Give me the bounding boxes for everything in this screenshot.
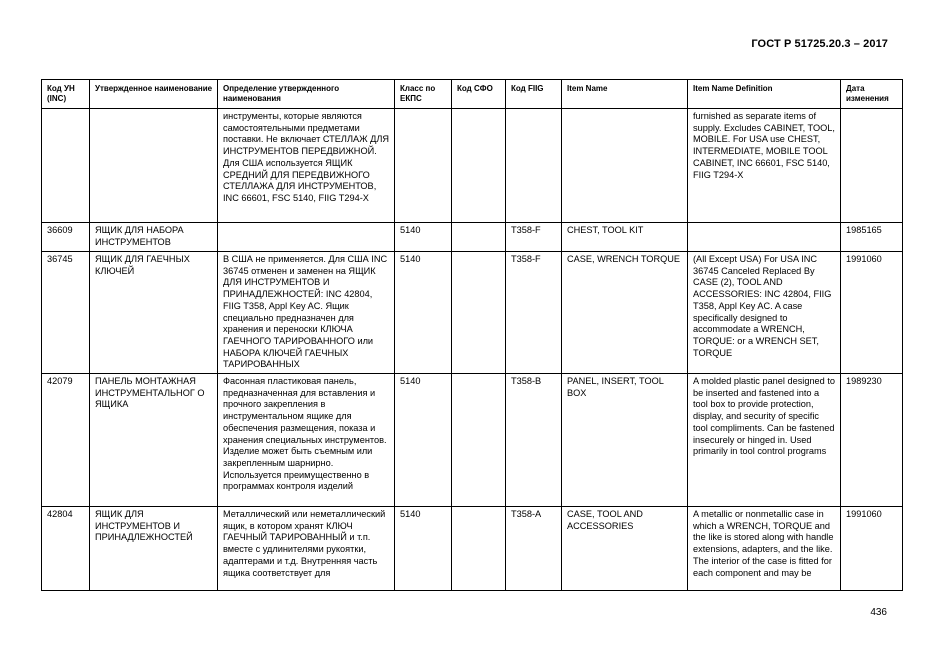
- cell-date: 1985165: [841, 223, 903, 252]
- col-header-inc: Код УН (INC): [42, 80, 90, 109]
- cell-name-ru: ЯЩИК ДЛЯ НАБОРА ИНСТРУМЕНТОВ: [90, 223, 218, 252]
- col-header-class: Класс по ЕКПС: [395, 80, 452, 109]
- cell-definition-en: A metallic or nonmetallic case in which a WRENCH, TORQUE and the like is stored along with handle extensions, adapters, and the like. The interior of the case is fitted for each component and may be: [688, 507, 841, 591]
- cell-definition-en: A molded plastic panel designed to be inserted and fastened into a tool box to provide protection, display, and security of specific tool compliments. Can be fastened insecurely or hinged in. Used primarily in tool control programs: [688, 374, 841, 507]
- cell-class: 5140: [395, 223, 452, 252]
- cell-inc: 36745: [42, 252, 90, 374]
- col-header-definition-ru: Определение утвержденного наименования: [218, 80, 395, 109]
- cell-definition-ru: инструменты, которые являются самостоятельными предметами поставки. Не включает СТЕЛЛАЖ ДЛЯ ИНСТРУМЕНТОВ ПЕРЕДВИЖНОЙ. Для США используется ЯЩИК СРЕДНИЙ ДЛЯ ПЕРЕДВИЖНОГО СТЕЛЛАЖА ДЛЯ ИНСТРУМЕНТОВ, INC 66601, FSC 5140, FIIG T294-X: [218, 109, 395, 223]
- cell-fiig: T358-F: [506, 252, 562, 374]
- cell-definition-en: furnished as separate items of supply. Excludes CABINET, TOOL, MOBILE. For USA use CHEST, INTERMEDIATE, MOBILE TOOL CABINET, INC 66601, FSC 5140, FIIG T294-X: [688, 109, 841, 223]
- cell-fiig: T358-B: [506, 374, 562, 507]
- document-header: ГОСТ Р 51725.20.3 – 2017: [751, 38, 888, 50]
- cell-name-ru: ЯЩИК ДЛЯ ИНСТРУМЕНТОВ И ПРИНАДЛЕЖНОСТЕЙ: [90, 507, 218, 591]
- table-row: [42, 109, 903, 223]
- cell-item-name: CASE, TOOL AND ACCESSORIES: [562, 507, 688, 591]
- cell-name-ru: [90, 109, 218, 223]
- cell-inc: 36609: [42, 223, 90, 252]
- nomenclature-table: [41, 79, 903, 591]
- cell-item-name: [562, 109, 688, 223]
- table-row: [42, 374, 903, 507]
- cell-class: 5140: [395, 507, 452, 591]
- col-header-date: Дата изменения: [841, 80, 903, 109]
- cell-class: 5140: [395, 252, 452, 374]
- cell-date: 1989230: [841, 374, 903, 507]
- cell-date: 1991060: [841, 507, 903, 591]
- cell-definition-ru: Фасонная пластиковая панель, предназначенная для вставления и прочного закрепления в инструментальном ящике для обеспечения размещения, показа и хранения специальных инструментов. Изделие может быть съемным или закрепленным шарнирно. Используется преимущественно в программах контроля изделий: [218, 374, 395, 507]
- cell-class: 5140: [395, 374, 452, 507]
- cell-item-name: CHEST, TOOL KIT: [562, 223, 688, 252]
- cell-name-ru: ПАНЕЛЬ МОНТАЖНАЯ ИНСТРУМЕНТАЛЬНОГ О ЯЩИКА: [90, 374, 218, 507]
- col-header-item-name: Item Name: [562, 80, 688, 109]
- cell-definition-ru: Металлический или неметаллический ящик, в котором хранят КЛЮЧ ГАЕЧНЫЙ ТАРИРОВАННЫЙ и т.п. вместе с удлинителями рукоятки, адаптерами и т.д. Внутренняя часть ящика соответствует для: [218, 507, 395, 591]
- cell-sfo: [452, 223, 506, 252]
- cell-item-name: PANEL, INSERT, TOOL BOX: [562, 374, 688, 507]
- cell-class: [395, 109, 452, 223]
- cell-definition-ru: [218, 223, 395, 252]
- cell-fiig: T358-A: [506, 507, 562, 591]
- cell-name-ru: ЯЩИК ДЛЯ ГАЕЧНЫХ КЛЮЧЕЙ: [90, 252, 218, 374]
- cell-sfo: [452, 109, 506, 223]
- col-header-definition-en: Item Name Definition: [688, 80, 841, 109]
- cell-fiig: T358-F: [506, 223, 562, 252]
- cell-inc: 42079: [42, 374, 90, 507]
- table-row: [42, 507, 903, 591]
- cell-inc: [42, 109, 90, 223]
- cell-sfo: [452, 374, 506, 507]
- page-number: 436: [870, 607, 887, 618]
- col-header-sfo: Код СФО: [452, 80, 506, 109]
- table-row: [42, 252, 903, 374]
- cell-sfo: [452, 252, 506, 374]
- table-header-row: [42, 80, 903, 109]
- table-row: [42, 223, 903, 252]
- cell-date: 1991060: [841, 252, 903, 374]
- col-header-fiig: Код FIIG: [506, 80, 562, 109]
- cell-date: [841, 109, 903, 223]
- col-header-name-ru: Утвержденное наименование: [90, 80, 218, 109]
- cell-item-name: CASE, WRENCH TORQUE: [562, 252, 688, 374]
- cell-definition-ru: В США не применяется. Для США INC 36745 отменен и заменен на ЯЩИК ДЛЯ ИНСТРУМЕНТОВ И ПРИНАДЛЕЖНОСТЕЙ: INC 42804, FIIG T358, Appl Key AC. Ящик специально предназначен для хранения и переноски КЛЮЧА ГАЕЧНОГО ТАРИРОВАННОГО или НАБОРА КЛЮЧЕЙ ГАЕЧНЫХ ТАРИРОВАННЫХ: [218, 252, 395, 374]
- cell-definition-en: (All Except USA) For USA INC 36745 Canceled Replaced By CASE (2), TOOL AND ACCESSORIES: INC 42804, FIIG T358, Appl Key AC. A case specifically designed to accommodate a WRENCH, TORQUE: or a WRENCH SET, TORQUE: [688, 252, 841, 374]
- cell-definition-en: [688, 223, 841, 252]
- cell-inc: 42804: [42, 507, 90, 591]
- cell-sfo: [452, 507, 506, 591]
- cell-fiig: [506, 109, 562, 223]
